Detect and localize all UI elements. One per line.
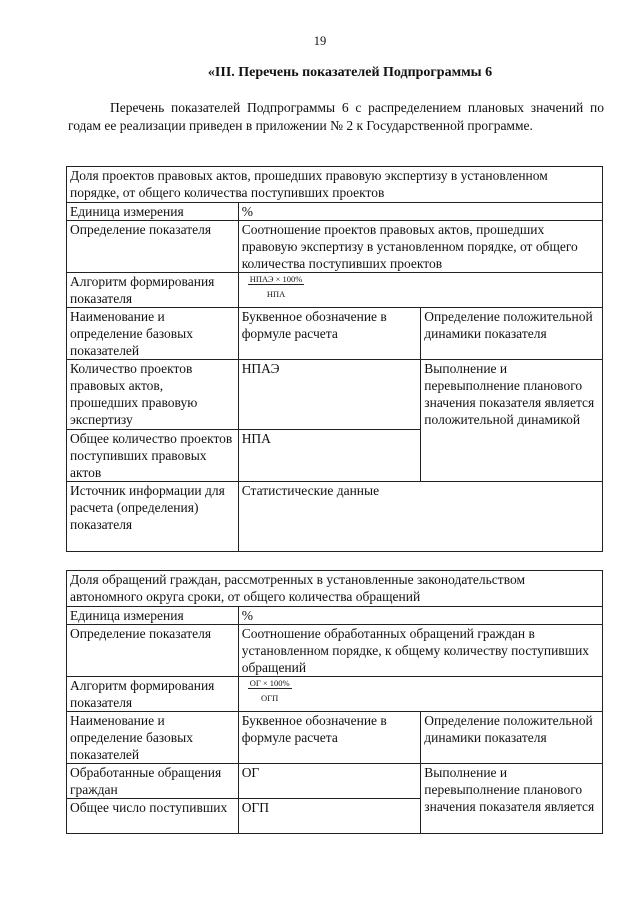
col-header-dynamics: Определение положительной динамики показателя	[421, 308, 603, 360]
base-indicator-code: НПА	[238, 430, 421, 482]
indicator-title: Доля проектов правовых актов, прошедших правовую экспертизу в установленном порядке, от общего количества поступивших проектов	[67, 167, 603, 203]
base-indicator-code: ОГП	[238, 799, 421, 834]
source-label: Источник информации для расчета (определения) показателя	[67, 482, 239, 552]
col-header-name: Наименование и определение базовых показателей	[67, 308, 239, 360]
algorithm-label: Алгоритм формирования показателя	[67, 273, 239, 308]
base-indicator-name: Количество проектов правовых актов, прошедших правовую экспертизу	[67, 360, 239, 430]
page-number: 19	[313, 34, 327, 48]
definition-value: Соотношение обработанных обращений граждан в установленном порядке, к общему количеству поступивших обращений	[238, 625, 602, 677]
indicator-table-2	[66, 570, 603, 834]
intro-paragraph	[68, 99, 604, 134]
unit-label: Единица измерения	[67, 203, 239, 221]
unit-value: %	[238, 607, 602, 625]
base-indicator-code: ОГ	[238, 764, 421, 799]
dynamics-definition: Выполнение и перевыполнение планового значения показателя является	[421, 764, 603, 834]
definition-label: Определение показателя	[67, 221, 239, 273]
indicator-table-1	[66, 166, 603, 552]
algorithm-formula	[238, 273, 602, 308]
col-header-code: Буквенное обозначение в формуле расчета	[238, 712, 421, 764]
unit-value: %	[238, 203, 602, 221]
formula-denominator: НПА	[266, 289, 286, 299]
algorithm-label: Алгоритм формирования показателя	[67, 677, 239, 712]
formula-numerator: ОГ × 100%	[249, 678, 290, 688]
dynamics-definition: Выполнение и перевыполнение планового значения показателя является положительной динамикой	[421, 360, 603, 482]
formula	[248, 274, 305, 299]
col-header-dynamics: Определение положительной динамики показателя	[421, 712, 603, 764]
source-value: Статистические данные	[238, 482, 602, 552]
formula	[248, 678, 292, 703]
col-header-code: Буквенное обозначение в формуле расчета	[238, 308, 421, 360]
col-header-name: Наименование и определение базовых показателей	[67, 712, 239, 764]
base-indicator-name: Обработанные обращения граждан	[67, 764, 239, 799]
unit-label: Единица измерения	[67, 607, 239, 625]
definition-value: Соотношение проектов правовых актов, прошедших правовую экспертизу в установленном порядке, от общего количества поступивших проектов	[238, 221, 602, 273]
base-indicator-code: НПАЭ	[238, 360, 421, 430]
base-indicator-name: Общее количество проектов поступивших правовых актов	[67, 430, 239, 482]
algorithm-formula	[238, 677, 602, 712]
indicator-title: Доля обращений граждан, рассмотренных в установленные законодательством автономного округа сроки, от общего количества обращений	[67, 571, 603, 607]
formula-numerator: НПАЭ × 100%	[249, 274, 303, 284]
definition-label: Определение показателя	[67, 625, 239, 677]
base-indicator-name: Общее число поступивших	[67, 799, 239, 834]
intro-text: Перечень показателей Подпрограммы 6 с распределением плановых значений по годам ее реализации приведен в приложении № 2 к Государственной программе.	[68, 100, 604, 133]
formula-denominator: ОГП	[261, 693, 279, 703]
section-heading: «III. Перечень показателей Подпрограммы 6	[207, 65, 493, 80]
